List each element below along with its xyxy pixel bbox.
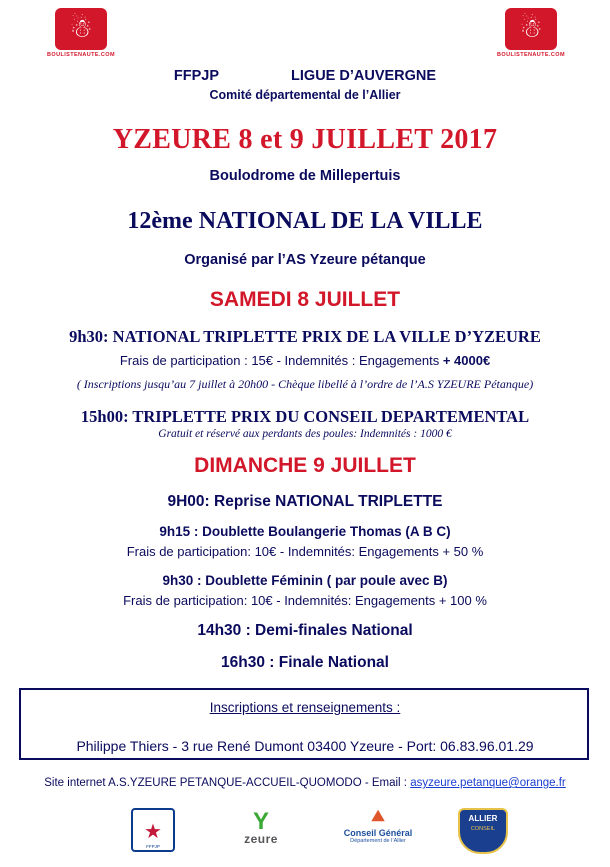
allier-sub-label: CONSEIL — [470, 826, 496, 832]
sunday-heading: DIMANCHE 9 JUILLET — [194, 454, 416, 477]
player-figure-icon: ☃ — [69, 14, 93, 44]
venue-label: Boulodrome de Millepertuis — [209, 168, 401, 184]
conseil-general-logo — [330, 805, 426, 844]
page-title: YZEURE 8 et 9 JUILLET 2017 — [112, 124, 498, 155]
ffpjp-logo-label: FFPJP — [146, 844, 160, 849]
organiser-label: Organisé par l’AS Yzeure pétanque — [184, 252, 426, 268]
boulistenaute-icon — [505, 8, 557, 50]
sunday-event-5-title: 16h30 : Finale National — [221, 654, 389, 671]
yzeure-logo — [228, 808, 294, 846]
saturday-event-1-title: 9h30: NATIONAL TRIPLETTE PRIX DE LA VILLE D’YZEURE — [69, 327, 541, 346]
sunday-event-3-title: 9h30 : Doublette Féminin ( par poule avec B) — [162, 573, 448, 588]
saturday-heading: SAMEDI 8 JUILLET — [209, 288, 401, 311]
yzeure-label: zeure — [244, 832, 278, 846]
boulistenaute-caption: BOULISTENAUTE.COM — [47, 52, 115, 58]
sunday-event-1-title: 9H00: Reprise NATIONAL TRIPLETTE — [167, 493, 443, 510]
ffpjp-logo — [118, 808, 188, 852]
saturday-event-2-title: 15h00: TRIPLETTE PRIX DU CONSEIL DEPARTEMENTAL — [80, 407, 530, 426]
conseil-general-icon — [330, 805, 426, 844]
ffpjp-label: FFPJP — [173, 68, 220, 84]
event-title: 12ème NATIONAL DE LA VILLE — [127, 208, 483, 234]
boulistenaute-caption: BOULISTENAUTE.COM — [497, 52, 565, 58]
comite-label: Comité départemental de l’Allier — [209, 88, 401, 102]
contact-box-title: Inscriptions et renseignements : — [209, 700, 401, 715]
saturday-event-1-fees — [0, 353, 610, 368]
sunday-event-2-fees: Frais de participation: 10€ - Indemnités: Engagements + 50 % — [126, 544, 484, 559]
player-figure-icon: ★ — [144, 818, 162, 843]
saturday-event-1-prize: + 4000€ — [442, 353, 491, 368]
allier-icon — [458, 808, 508, 854]
ffpjp-icon — [131, 808, 175, 852]
boulistenaute-logo-right — [488, 8, 574, 70]
saturday-event-1-note: ( Inscriptions jusqu’au 7 juillet à 20h00 - Chèque libellé à l’ordre de l’A.S YZEURE Pétanque) — [76, 377, 534, 391]
email-link[interactable]: asyzeure.petanque@orange.fr — [410, 777, 566, 789]
contact-details: Philippe Thiers - 3 rue René Dumont 03400 Yzeure - Port: 06.83.96.01.29 — [76, 738, 534, 754]
boulistenaute-icon — [55, 8, 107, 50]
conseil-general-name: Conseil Général — [343, 828, 413, 838]
allier-logo — [452, 808, 514, 854]
sunday-event-3-fees: Frais de participation: 10€ - Indemnités: Engagements + 100 % — [123, 593, 487, 608]
federation-header — [0, 68, 610, 84]
footer-logos — [0, 806, 610, 861]
website-line — [0, 777, 610, 789]
conseil-general-sub: Département de l’Allier — [350, 838, 406, 844]
ligue-label: LIGUE D’AUVERGNE — [291, 68, 437, 84]
boulistenaute-logo-left — [38, 8, 124, 70]
sunday-event-4-title: 14h30 : Demi-finales National — [197, 622, 413, 639]
yzeure-initial: Y — [252, 808, 269, 835]
saturday-event-2-note: Gratuit et réservé aux perdants des poules: Indemnités : 1000 € — [158, 428, 452, 440]
player-figure-icon: ☃ — [519, 14, 543, 44]
yzeure-icon — [228, 808, 294, 846]
chevron-icon: ⯅ — [369, 805, 387, 830]
saturday-event-1-fees-text: Frais de participation : 15€ - Indemnités : Engagements — [119, 353, 443, 368]
allier-label: ALLIER — [468, 814, 498, 823]
website-label: Site internet A.S.YZEURE PETANQUE-ACCUEIL-QUOMODO - Email : — [44, 777, 411, 789]
sunday-event-2-title: 9h15 : Doublette Boulangerie Thomas (A B C) — [159, 524, 451, 539]
